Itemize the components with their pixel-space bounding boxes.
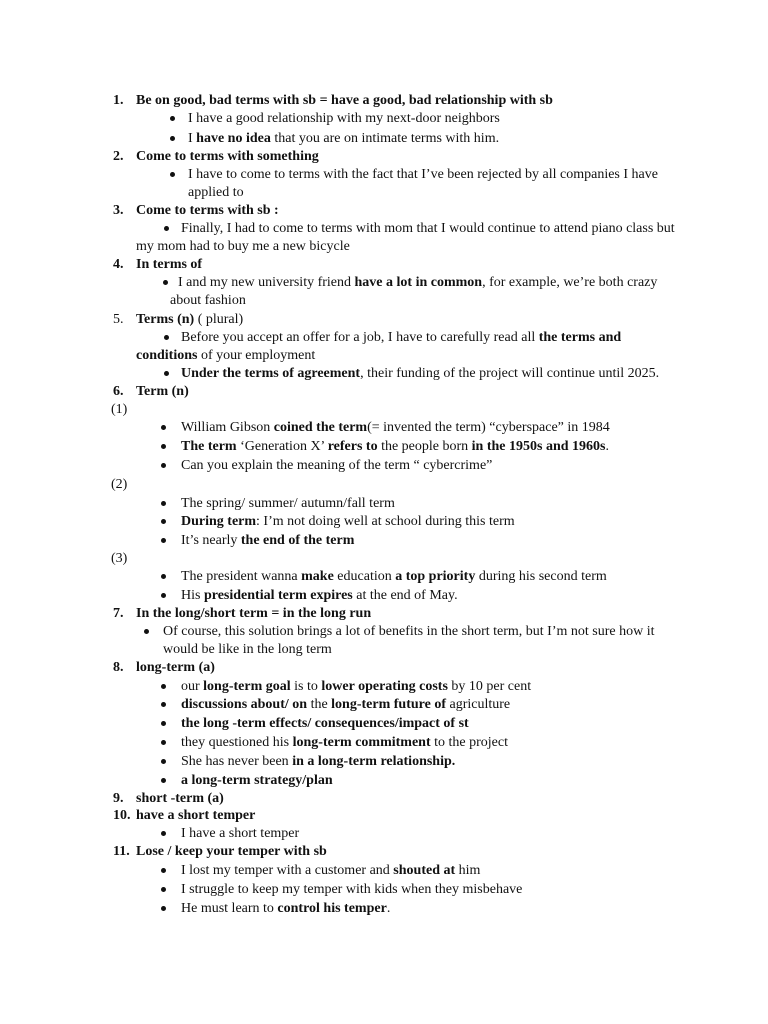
list-item: During term: I’m not doing well at school during this term — [181, 514, 515, 529]
item-heading: Terms (n) ( plural) — [136, 312, 244, 327]
item-heading: Lose / keep your temper with sb — [136, 844, 327, 859]
list-item: Of course, this solution brings a lot of benefits in the short term, but I’m not sure how it — [163, 624, 655, 639]
list-item: His presidential term expires at the end of May. — [181, 588, 458, 603]
item-heading: Come to terms with sb : — [136, 203, 279, 218]
list-item-continuation: about fashion — [170, 293, 246, 308]
item-number: 5. — [113, 312, 124, 327]
bullet-icon — [144, 629, 149, 634]
sub-label: (2) — [111, 477, 128, 492]
item-number: 8. — [113, 660, 124, 675]
bullet-icon — [170, 136, 175, 141]
list-item: She has never been in a long-term relationship. — [181, 754, 456, 769]
list-item: The spring/ summer/ autumn/fall term — [181, 496, 395, 511]
bullet-icon — [163, 280, 168, 285]
list-item: The term ‘Generation X’ refers to the people born in the 1950s and 1960s. — [181, 439, 609, 454]
list-item: the long -term effects/ consequences/impact of st — [181, 716, 469, 731]
bullet-icon — [161, 463, 166, 468]
item-heading: Term (n) — [136, 384, 189, 399]
list-item: The president wanna make education a top priority during his second term — [181, 569, 607, 584]
item-heading: In terms of — [136, 257, 203, 272]
list-item: Before you accept an offer for a job, I have to carefully read all the terms and — [181, 330, 622, 345]
list-item: I struggle to keep my temper with kids when they misbehave — [181, 882, 523, 897]
list-item: they questioned his long-term commitment to the project — [181, 735, 508, 750]
item-heading: have a short temper — [136, 808, 256, 823]
list-item: I and my new university friend have a lot in common, for example, we’re both crazy — [178, 275, 658, 290]
bullet-icon — [161, 425, 166, 430]
bullet-icon — [164, 371, 169, 376]
list-item: He must learn to control his temper. — [181, 901, 391, 916]
item-heading: In the long/short term = in the long run — [136, 606, 372, 621]
bullet-icon — [161, 887, 166, 892]
list-item: I lost my temper with a customer and shouted at him — [181, 863, 481, 878]
item-number: 11. — [113, 844, 130, 859]
bullet-icon — [161, 778, 166, 783]
bullet-icon — [161, 519, 166, 524]
bullet-icon — [161, 721, 166, 726]
item-number: 1. — [113, 93, 124, 108]
list-item-continuation: would be like in the long term — [163, 642, 332, 657]
item-number: 9. — [113, 791, 124, 806]
list-item-continuation: conditions of your employment — [136, 348, 316, 363]
list-item: our long-term goal is to lower operating costs by 10 per cent — [181, 679, 532, 694]
bullet-icon — [161, 868, 166, 873]
bullet-icon — [164, 335, 169, 340]
list-item: discussions about/ on the long-term future of agriculture — [181, 697, 511, 712]
sub-label: (3) — [111, 551, 128, 566]
bullet-icon — [161, 740, 166, 745]
list-item-continuation: applied to — [188, 185, 244, 200]
list-item: Under the terms of agreement, their funding of the project will continue until 2025. — [181, 366, 660, 381]
sub-label: (1) — [111, 402, 128, 417]
bullet-icon — [170, 116, 175, 121]
bullet-icon — [170, 172, 175, 177]
item-heading: long-term (a) — [136, 660, 215, 675]
bullet-icon — [161, 593, 166, 598]
list-item: William Gibson coined the term(= invented the term) “cyberspace” in 1984 — [181, 420, 610, 435]
item-heading: short -term (a) — [136, 791, 224, 806]
bullet-icon — [161, 759, 166, 764]
list-item: I have to come to terms with the fact that I’ve been rejected by all companies I have — [188, 167, 658, 182]
bullet-icon — [161, 702, 166, 707]
bullet-icon — [161, 906, 166, 911]
item-number: 2. — [113, 149, 124, 164]
list-item: It’s nearly the end of the term — [181, 533, 355, 548]
bullet-icon — [161, 501, 166, 506]
item-number: 6. — [113, 384, 124, 399]
bullet-icon — [161, 538, 166, 543]
item-number: 10. — [113, 808, 131, 823]
bullet-icon — [164, 226, 169, 231]
bullet-icon — [161, 684, 166, 689]
item-heading: Be on good, bad terms with sb = have a good, bad relationship with sb — [136, 93, 553, 108]
list-item: I have a good relationship with my next-door neighbors — [188, 111, 500, 126]
item-number: 3. — [113, 203, 124, 218]
list-item-continuation: my mom had to buy me a new bicycle — [136, 239, 350, 254]
item-number: 4. — [113, 257, 124, 272]
bullet-icon — [161, 831, 166, 836]
item-heading: Come to terms with something — [136, 149, 319, 164]
list-item: I have a short temper — [181, 826, 300, 841]
list-item: a long-term strategy/plan — [181, 773, 333, 788]
list-item: I have no idea that you are on intimate terms with him. — [188, 131, 500, 146]
list-item: Finally, I had to come to terms with mom that I would continue to attend piano class but — [181, 221, 675, 236]
item-number: 7. — [113, 606, 124, 621]
list-item: Can you explain the meaning of the term “ cybercrime” — [181, 458, 493, 473]
bullet-icon — [161, 574, 166, 579]
bullet-icon — [161, 444, 166, 449]
